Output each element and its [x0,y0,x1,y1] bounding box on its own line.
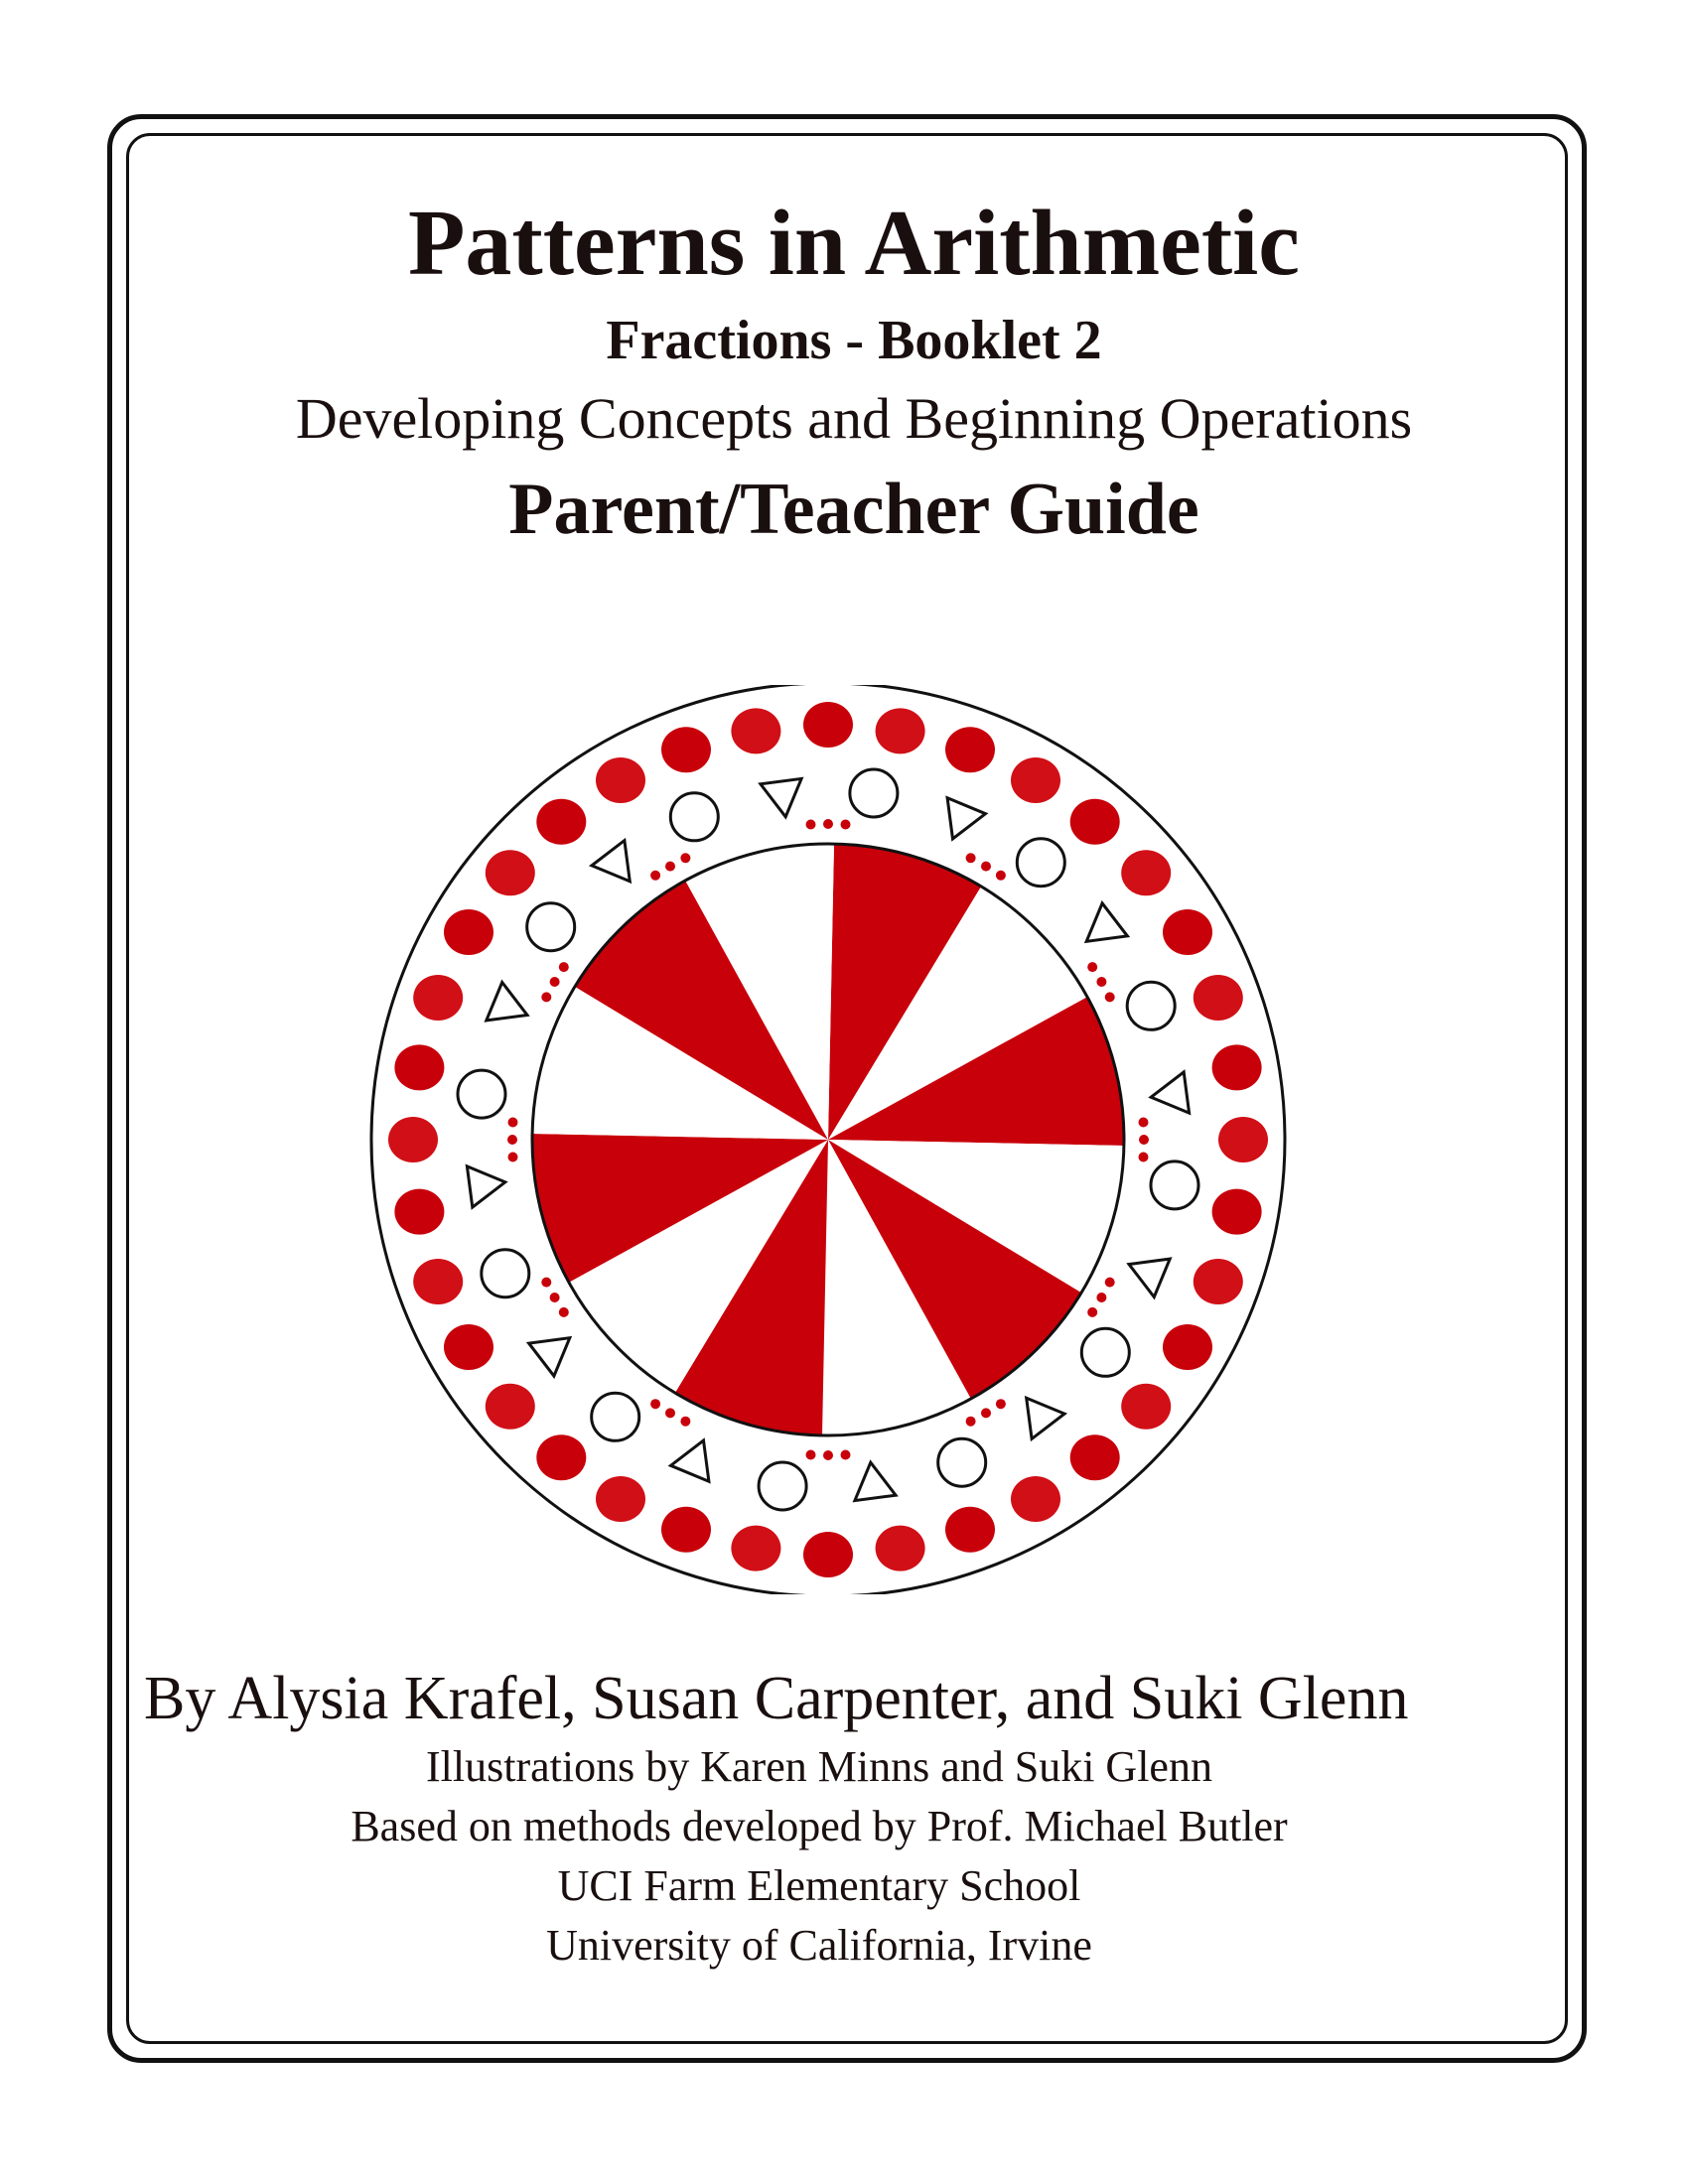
small-dot [680,853,690,863]
red-dot [413,1259,463,1304]
small-dot [665,1408,675,1418]
red-dot [803,1532,853,1577]
red-dot [1011,757,1060,803]
small-dot [1139,1118,1149,1128]
red-dot [596,757,645,803]
small-dot [650,871,660,881]
red-dot [803,702,853,748]
small-dot [541,992,551,1002]
red-dot [1163,1324,1212,1370]
fraction-wedges [532,844,1124,1435]
red-dot [1011,1476,1060,1522]
red-dot [1070,1434,1120,1480]
red-dot [596,1476,645,1522]
small-dot [1139,1135,1149,1145]
red-dot [394,1044,444,1090]
small-dot [550,1293,560,1302]
small-dot [981,1408,991,1418]
red-dot [1194,1259,1243,1304]
small-dot [665,862,675,872]
open-circle [527,903,575,951]
red-dot [1212,1044,1262,1090]
small-dot [966,853,976,863]
small-dot [1096,1293,1106,1302]
open-circle [938,1438,986,1486]
red-dot [661,727,711,772]
small-dot [1105,992,1115,1002]
red-dot [1121,1384,1171,1430]
small-dot [1087,962,1097,972]
red-dot [945,1507,995,1553]
red-dot [486,1384,535,1430]
cover-title: Patterns in Arithmetic [407,192,1300,295]
red-dot [388,1117,438,1162]
red-dot [1163,909,1212,955]
small-dot [507,1135,517,1145]
small-dot [1087,1307,1097,1317]
red-dot [731,708,780,753]
red-dot [413,975,463,1021]
small-dot [996,871,1006,881]
red-dot [1218,1117,1268,1162]
open-circle [1127,982,1175,1029]
small-dot [806,1450,816,1460]
open-circle [592,1393,639,1440]
small-dot [981,862,991,872]
red-dot [1194,975,1243,1021]
red-dot [876,708,925,753]
red-dot [876,1526,925,1571]
illustrators-line: Illustrations by Karen Minns and Suki Glenn [426,1742,1212,1791]
small-dot [559,1307,569,1317]
small-dot [1139,1153,1149,1162]
open-circle [1151,1161,1198,1209]
small-dot [559,962,569,972]
red-dot [394,1189,444,1235]
small-dot [996,1399,1006,1409]
method-line: Based on methods developed by Prof. Michael Butler [351,1802,1288,1850]
red-dot [731,1526,780,1571]
open-circle [1017,839,1064,887]
red-dot [444,909,493,955]
open-circle [458,1070,505,1118]
open-circle [850,769,898,817]
small-dot [823,819,833,829]
fraction-pattern-wheel [363,685,1293,1594]
red-dot [444,1324,493,1370]
authors-line: By Alysia Krafel, Susan Carpenter, and Suki Glenn [144,1665,1409,1732]
red-dot [1212,1189,1262,1235]
open-circle [759,1462,806,1510]
open-circle [1081,1328,1129,1376]
small-dot [823,1450,833,1460]
small-dot [508,1153,518,1162]
small-dot [1096,977,1106,987]
small-dot [541,1278,551,1288]
open-circle [670,793,718,841]
red-dot [1121,850,1171,895]
small-dot [680,1417,690,1427]
small-dot [550,977,560,987]
small-dot [966,1417,976,1427]
open-circle [482,1250,529,1297]
cover-subtitle: Fractions - Booklet 2 [606,310,1102,371]
school-line: UCI Farm Elementary School [557,1861,1081,1910]
small-dot [1105,1278,1115,1288]
cover-tagline: Developing Concepts and Beginning Operations [295,386,1413,451]
red-dot [486,850,535,895]
red-dot [536,799,586,845]
guide-type-heading: Parent/Teacher Guide [508,469,1199,550]
red-dot [661,1507,711,1553]
university-line: University of California, Irvine [546,1921,1092,1970]
small-dot [841,1450,851,1460]
small-dot [508,1118,518,1128]
small-dot [806,820,816,830]
red-dot [1070,799,1120,845]
small-dot [841,820,851,830]
red-dot [945,727,995,772]
red-dot [536,1434,586,1480]
small-dot [650,1399,660,1409]
